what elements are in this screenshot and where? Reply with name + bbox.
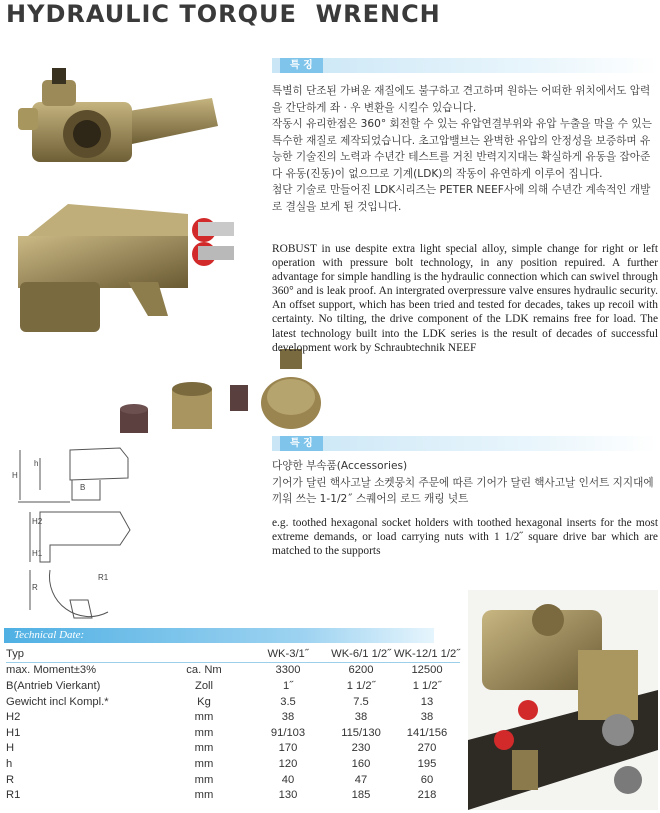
- technical-label: Technical Date:: [14, 629, 85, 641]
- table-cell: WK-6/1 1/2˝: [328, 646, 394, 662]
- table-cell: h: [6, 757, 13, 770]
- accessories-korean-p1: 다양한 부속품(Accessories): [272, 460, 408, 472]
- table-cell: 12500: [411, 664, 443, 677]
- table-row: [6, 662, 460, 678]
- accessories-header: [272, 436, 658, 451]
- table-cell: ca. Nm: [186, 664, 222, 677]
- table-row: [6, 772, 460, 788]
- wrench-photo-side: [8, 196, 244, 336]
- table-cell: H1: [6, 726, 21, 739]
- table-cell: Kg: [197, 695, 211, 708]
- table-cell: R1: [6, 789, 21, 802]
- table-cell: H2: [6, 711, 21, 724]
- accessories-english: e.g. toothed hexagonal socket holders with toothed hexagonal inserts for the most extreme demands, or load carrying nuts with 1 1/2˝ square drive bar which are matched to the supports: [272, 517, 658, 558]
- table-cell: 115/130: [341, 726, 381, 739]
- table-cell: 38: [354, 711, 368, 724]
- table-cell: 270: [417, 742, 437, 755]
- table-cell: max. Moment±3%: [6, 664, 97, 677]
- svg-text:h: h: [34, 459, 39, 468]
- table-cell: 1 1/2˝: [412, 679, 442, 692]
- table-cell: 91/103: [270, 726, 306, 739]
- accessories-photo: [110, 345, 325, 445]
- dimension-diagram: [10, 440, 158, 625]
- table-cell: 38: [420, 711, 434, 724]
- table-cell: 230: [351, 742, 371, 755]
- features-english: ROBUST in use despite extra light special alloy, simple change for right or left operation with pressure bolt technology, in any position repuired. A further advantage for simple handling is the hydraulic connection which can swivel through 360° and is leak proof. An intergrated overpressure valve ensures hydraulic security. An offset support, which has been tried and tested for decades, takes up recoil with certainty. No tilting, the drive component of the LDK remains free for load. The latest technology built into the LDK series is the result of decades of successful development work by Schraubtechnik NEEF: [272, 243, 658, 354]
- table-row: [6, 756, 460, 772]
- table-row: [6, 646, 460, 662]
- table-cell: Typ: [6, 646, 160, 662]
- table-cell: 3300: [275, 664, 301, 677]
- table-cell: [160, 646, 248, 662]
- table-cell: 185: [351, 789, 371, 802]
- table-row: [6, 741, 460, 757]
- table-cell: mm: [194, 773, 214, 786]
- features-korean-p1: 특별히 단조된 가벼운 재질에도 불구하고 견고하며 원하는 어떠한 위치에서도 압력을 간단하게 좌 · 우 변환을 시킬수 있습니다.: [272, 85, 651, 114]
- table-cell: 47: [354, 773, 368, 786]
- table-cell: 3.5: [280, 695, 296, 708]
- table-cell: 13: [420, 695, 434, 708]
- table-cell: 170: [278, 742, 298, 755]
- table-cell: WK-12/1 1/2˝: [394, 646, 460, 662]
- table-row: [6, 709, 460, 725]
- table-row: [6, 678, 460, 694]
- accessories-label: 특 징: [280, 436, 323, 451]
- page-title: HYDRAULIC TORQUE WRENCH: [6, 0, 441, 28]
- features-label: 특 징: [280, 58, 323, 73]
- table-cell: 160: [351, 757, 371, 770]
- table-cell: 130: [278, 789, 298, 802]
- table-cell: R: [6, 773, 15, 786]
- table-cell: 141/156: [406, 726, 448, 739]
- features-header: [272, 58, 658, 73]
- table-cell: mm: [194, 757, 214, 770]
- table-cell: 38: [281, 711, 295, 724]
- table-cell: 40: [281, 773, 295, 786]
- svg-text:H2: H2: [32, 517, 43, 526]
- table-cell: B(Antrieb Vierkant): [6, 679, 101, 692]
- accessories-korean-p2: 기어가 달린 핵사고날 소켓뭉치 주문에 따른 기어가 달린 핵사고날 인서트 지지대에 끼워 쓰는 1-1/2˝ 스퀘어의 로드 캐링 넛트: [272, 476, 654, 505]
- table-cell: WK-3/1˝: [248, 646, 328, 662]
- svg-text:B: B: [80, 483, 86, 492]
- technical-header: [4, 628, 434, 643]
- table-cell: Zoll: [194, 679, 214, 692]
- table-row: [6, 694, 460, 710]
- table-cell: mm: [194, 726, 214, 739]
- features-korean-p3: 첨단 기술로 만들어진 LDK시리즈는 PETER NEEF사에 의해 수년간 계속적인 개발로 결실을 보게 된 것입니다.: [272, 184, 651, 213]
- table-cell: 1 1/2˝: [346, 679, 376, 692]
- wrench-application-photo: [468, 590, 658, 810]
- table-cell: 218: [417, 789, 437, 802]
- svg-text:R: R: [32, 583, 38, 592]
- technical-table: [6, 646, 460, 803]
- table-row: [6, 787, 460, 803]
- table-cell: mm: [194, 789, 214, 802]
- table-cell: mm: [194, 711, 214, 724]
- svg-text:H: H: [12, 471, 18, 480]
- table-cell: H: [6, 742, 15, 755]
- features-korean: [272, 83, 658, 215]
- wrench-photo-top: [12, 62, 262, 172]
- table-cell: 195: [417, 757, 437, 770]
- table-cell: mm: [194, 742, 214, 755]
- table-cell: Gewicht incl Kompl.*: [6, 695, 109, 708]
- svg-text:R1: R1: [98, 573, 109, 582]
- svg-text:H1: H1: [32, 549, 43, 558]
- table-cell: 6200: [348, 664, 374, 677]
- features-korean-p2: 작동시 유리한점은 360° 회전할 수 있는 유압연결부위와 유압 누출을 막을 수 있는 특수한 재질로 제작되었습니다. 초고압밸브는 완벽한 유압의 안정성을 보증하며 유능한 기술진의 노력과 수년간 테스트를 거친 반력지지대는 확실하게 유동을 잡아준다 유동(진동)이 없으므로 기계(LDK)의 작동이 유연하게 이루어 집니다.: [272, 118, 652, 180]
- table-row: [6, 725, 460, 741]
- accessories-korean: [272, 458, 658, 508]
- table-cell: 1˝: [283, 679, 293, 692]
- table-cell: 120: [278, 757, 298, 770]
- table-cell: 60: [420, 773, 434, 786]
- table-cell: 7.5: [353, 695, 369, 708]
